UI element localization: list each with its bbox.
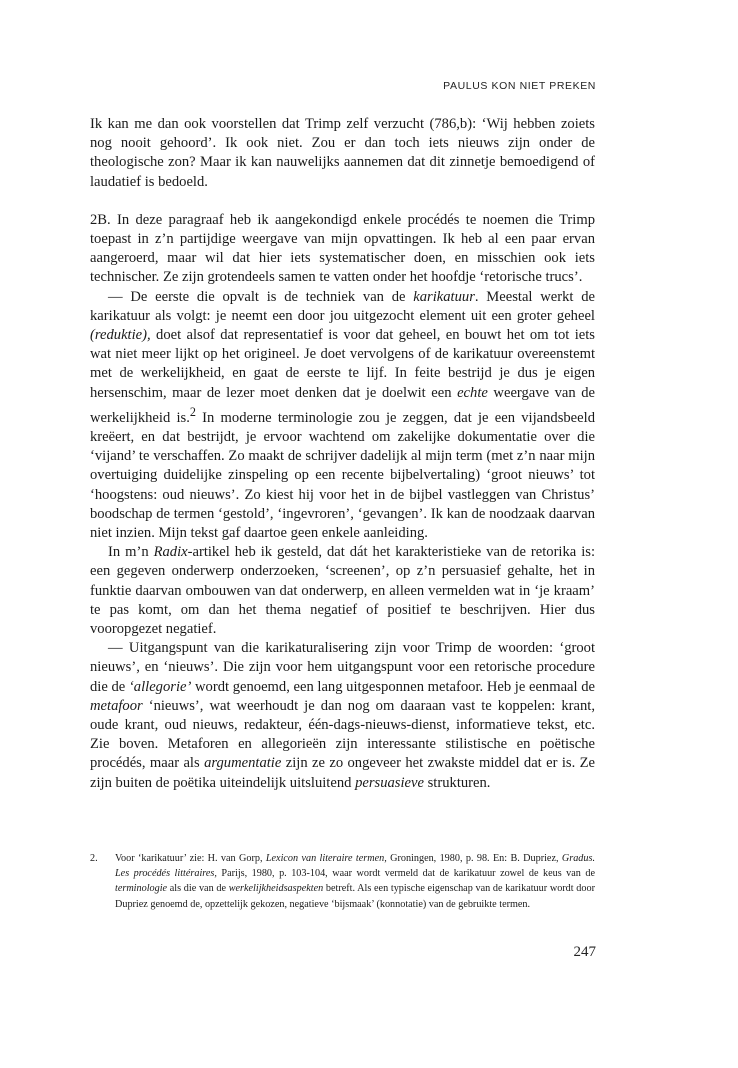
paragraph-karikatuur: — De eerste die opvalt is de techniek van de karikatuur. Meestal werkt de karikatuur als volgt: je neemt een door jou uitgezocht element uit een groter geheel (reduktie), doet alsof dat representatief is voor dat geheel, en bouwt het om tot iets wat niet meer lijkt op het origineel. Je doet vervolgens of de karikatuur overeenstemt met de werkelijkheid, en gaat de eerste te lijf. In feite bestrijd je dus je eigen hersenschim, maar de lezer moet denken dat je doelwit een echte weergave van de werkelijkheid is.$^2$ In moderne terminologie zou je zeggen, dat je een vijandsbeeld kreëert, en dat bestrijdt, je ervoor wachtend om zakelijke dokumentatie over die ‘vijand’ te verschaffen. Zo maakt de schrijver dadelijk al mijn term (met z’n naar mijn overtuiging duidelijke zinspeling op een recente bijbelvertaling) ‘groot nieuws’ tot ‘hoogstens: oud nieuws’. Zo kiest hij voor het in de bijbel vastleggen van Christus’ boodschap de termen ‘gestold’, ‘ingevroren’, ‘gevangen’. Ik kan de noodzaak daarvan niet inzien. Mijn tekst gaf daartoe geen enkele aanleiding.: [90, 288, 596, 541]
paragraph-1: Ik kan me dan ook voorstellen dat Trimp zelf verzucht (786,b): ‘Wij hebben zoiets nog nooit gehoord’. Ik ook niet. Zou er dan toch iets nieuws zijn onder de theologische zon? Maar ik kan nauwelijks aannemen dat dit zinnetje bemoedigend of laudatief is bedoeld.: [90, 116, 595, 190]
page-number: 247: [573, 944, 596, 960]
footnote-text: Voor ‘karikatuur’ zie: H. van Gorp, Lexicon van literaire termen, Groningen, 1980, p. 98. En: B. Dupriez, Gradus. Les procédés littéraires, Parijs, 1980, p. 103-104, waar wordt vermeld dat de karikatuur zowel de keus van de terminologie als die van de werkelijkheidsaspekten betreft. Als een typische eigenschap van de karikatuur wordt door Dupriez genoemd de, opzettelijk gekozen, negatieve ‘bijsmaak’ (konnotatie) van de gebruikte termen.: [115, 853, 596, 910]
paragraph-allegorie: — Uitgangspunt van die karikaturalisering zijn voor Trimp de woorden: ‘groot nieuws’, en ‘nieuws’. Die zijn voor hem uitgangspunt voor een retorische procedure die de ‘allegorie’ wordt genoemd, een lang uitgesponnen metafoor. Heb je eenmaal de metafoor ‘nieuws’, wat weerhoudt je dan nog om daaraan vast te koppelen: krant, oude krant, oud nieuws, redakteur, één-dags-nieuws-dienst, informatieve tekst, etc. Zie boven. Metaforen en allegorieën zijn interessante stilistische en poëtische procédés, maar als argumentatie zijn ze zo ongeveer het zwakste middel dat er is. Ze zijn buiten de poëtika uiteindelijk uitsluitend persuasieve strukturen.: [90, 640, 596, 791]
paragraph-radix: In m’n Radix-artikel heb ik gesteld, dat dát het karakteristieke van de retorika is: een gegeven onderwerp onderzoeken, ‘screenen’, op z’n persuasief gehalte, het in funktie daarvan ombouwen van dat onderwerp, en alleen vermelden wat in ‘je kraam’ te pas komt, om dan het thema negatief of positief te beschrijven. Hier dus vooropgezet negatief.: [90, 544, 595, 637]
footnote-ref: 2: [189, 404, 196, 419]
running-header: PAULUS KON NIET PREKEN: [443, 80, 596, 92]
main-text: [90, 115, 595, 793]
paragraph-2b: 2B. In deze paragraaf heb ik aangekondigd enkele procédés te noemen die Trimp toepast in z’n partijdige weergave van mijn opvattingen. Ik heb al een paar ervan aangeroerd, maar wil dat hier iets systematischer doen, en misschien ook iets technischer. Ze zijn grotendeels samen te vatten onder het hoofdje ‘retorische trucs’.: [90, 211, 595, 286]
footnote: [90, 851, 595, 912]
footnote-number: 2.: [90, 853, 98, 864]
